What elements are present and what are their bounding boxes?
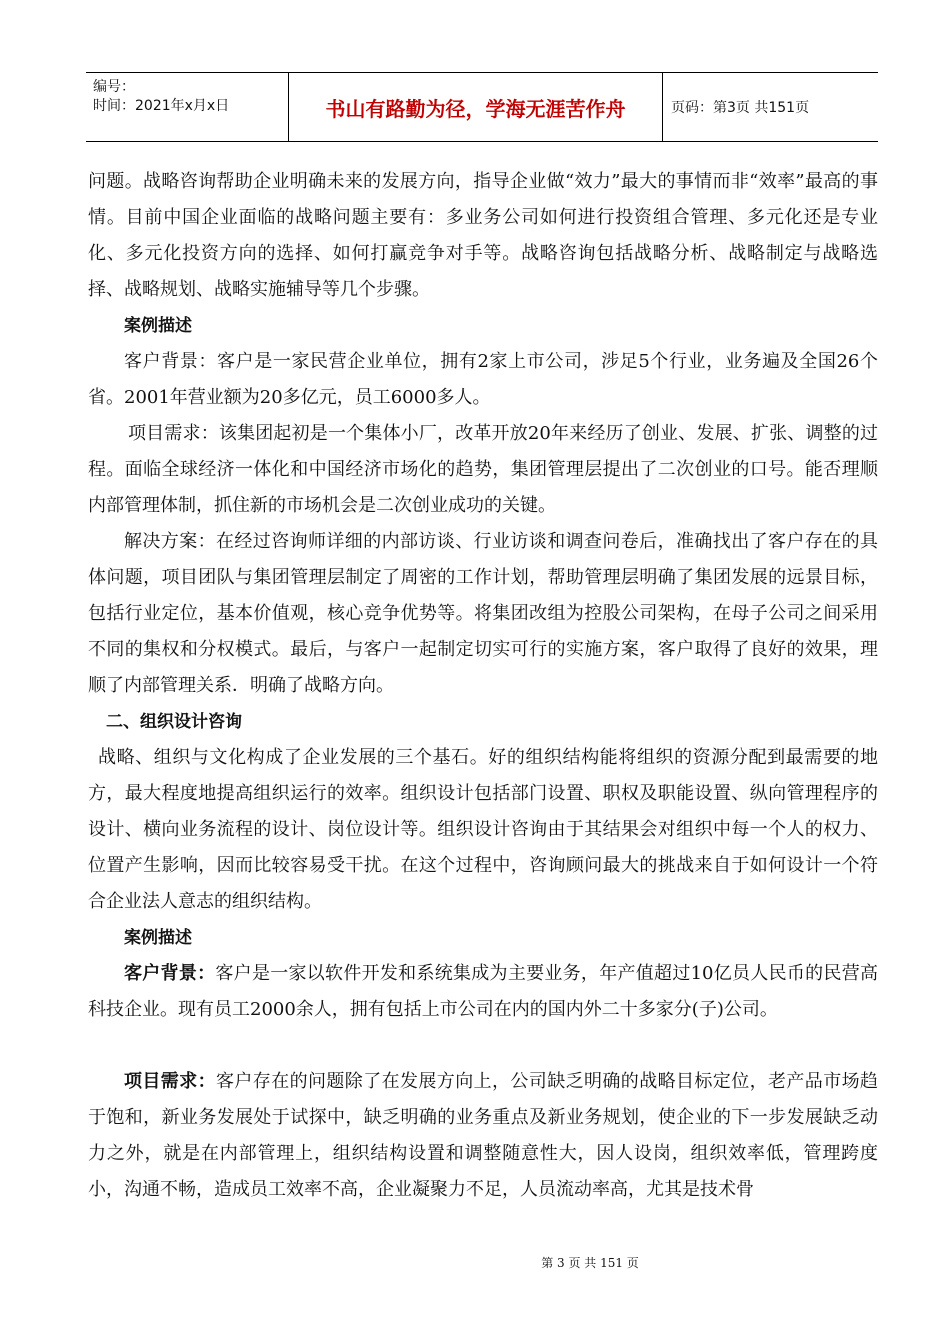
page-footer [0, 1254, 950, 1271]
section-heading-org-design: 二、组织设计咨询 [106, 712, 242, 732]
header-page-label: 页码：第3页 共151页 [671, 100, 810, 116]
header-meta [86, 73, 288, 141]
paragraph-client-background-1: 客户背景：客户是一家民营企业单位，拥有2家上市公司，涉足5个行业，业务遍及全国26个省。2001年营业额为20多亿元，员工6000多人。 [88, 351, 878, 408]
blank-line [88, 1028, 878, 1064]
case-heading-2: 案例描述 [124, 928, 192, 948]
paragraph-org-design-intro: 战略、组织与文化构成了企业发展的三个基石。好的组织结构能将组织的资源分配到最需要的地方，最大程度地提高组织运行的效率。组织设计包括部门设置、职权及职能设置、纵向管理程序的设计、横向业务流程的设计、岗位设计等。组织设计咨询由于其结果会对组织中每一个人的权力、位置产生影响，因而比较容易受干扰。在这个过程中，咨询顾问最大的挑战来自于如何设计一个符合企业法人意志的组织结构。 [88, 747, 878, 912]
text-client-background: 客户是一家以软件开发和系统集成为主要业务，年产值超过10亿员人民币的民营高科技企业。现有员工2000余人，拥有包括上市公司在内的国内外二十多家分(子)公司。 [88, 963, 878, 1020]
paragraph-project-needs-2 [88, 1064, 878, 1208]
paragraph-solution-1: 解决方案：在经过咨询师详细的内部访谈、行业访谈和调查问卷后，准确找出了客户存在的具体问题，项目团队与集团管理层制定了周密的工作计划，帮助管理层明确了集团发展的远景目标，包括行业定位，基本价值观，核心竞争优势等。将集团改组为控股公司架构，在母子公司之间采用不同的集权和分权模式。最后，与客户一起制定切实可行的实施方案，客户取得了良好的效果，理顺了内部管理关系．明确了战略方向。 [88, 531, 878, 696]
paragraph-client-background-2 [88, 956, 878, 1028]
label-project-needs: 项目需求： [124, 1071, 216, 1092]
page-header [86, 72, 878, 142]
doc-number-label: 编号： [93, 79, 135, 95]
case-heading-1: 案例描述 [124, 316, 192, 336]
label-client-background: 客户背景： [124, 963, 216, 984]
header-motto: 书山有路勤为径，学海无涯苦作舟 [288, 73, 663, 141]
text-project-needs: 客户存在的问题除了在发展方向上，公司缺乏明确的战略目标定位，老产品市场趋于饱和，新业务发展处于试探中，缺乏明确的业务重点及新业务规划，使企业的下一步发展缺乏动力之外，就是在内部管理上，组织结构设置和调整随意性大，因人设岗，组织效率低，管理跨度小，沟通不畅，造成员工效率不高，企业凝聚力不足，人员流动率高，尤其是技术骨 [88, 1071, 878, 1200]
footer-page-number: 第 3 页 共 151 页 [541, 1256, 639, 1270]
document-body [88, 164, 878, 1208]
doc-time-label: 时间：2021年x月x日 [93, 98, 230, 114]
paragraph-project-needs-1: 项目需求：该集团起初是一个集体小厂，改革开放20年来经历了创业、发展、扩张、调整的过程。面临全球经济一体化和中国经济市场化的趋势，集团管理层提出了二次创业的口号。能否理顺内部管理体制，抓住新的市场机会是二次创业成功的关键。 [88, 423, 878, 516]
paragraph-strategy-intro: 问题。战略咨询帮助企业明确未来的发展方向，指导企业做“效力”最大的事情而非“效率”最高的事情。目前中国企业面临的战略问题主要有：多业务公司如何进行投资组合管理、多元化还是专业化、多元化投资方向的选择、如何打赢竞争对手等。战略咨询包括战略分析、战略制定与战略选择、战略规划、战略实施辅导等几个步骤。 [88, 171, 878, 300]
